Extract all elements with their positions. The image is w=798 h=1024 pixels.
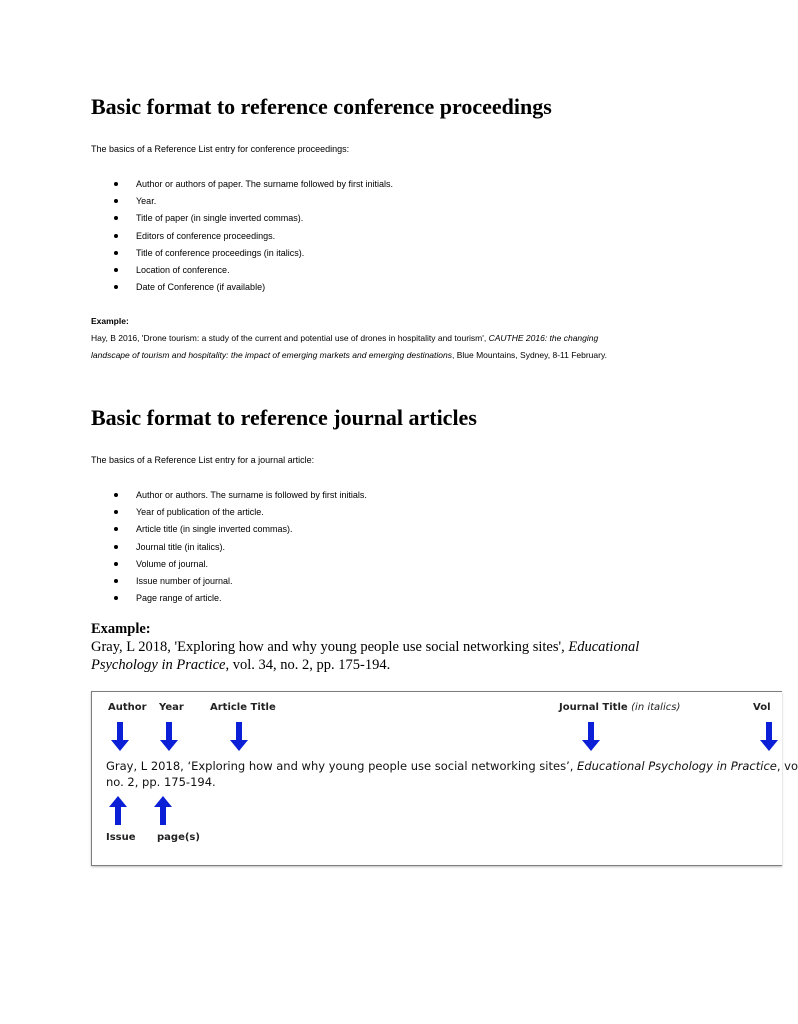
- citation-anatomy-diagram: [91, 691, 798, 866]
- example-journal-line2: Psychology in Practice, vol. 34, no. 2, pp. 175-194.: [91, 657, 391, 673]
- arrow-down-icon: [229, 722, 249, 752]
- bullet-icon: [114, 216, 118, 220]
- bullet-icon: [114, 234, 118, 238]
- arrow-up-icon: [153, 795, 173, 825]
- bullet-icon: [114, 493, 118, 497]
- example-conference-line1: Hay, B 2016, 'Drone tourism: a study of the current and potential use of drones in hospitality and tourism', CAUTHE 2016: the changing: [91, 333, 599, 343]
- label-issue: Issue: [106, 832, 136, 843]
- label-volume: Vol: [753, 702, 771, 713]
- label-article-title: Article Title: [210, 702, 276, 713]
- heading-conference-proceedings: Basic format to reference conference proceedings: [91, 94, 552, 119]
- bullet-icon: [114, 285, 118, 289]
- example-conference-line2: landscape of tourism and hospitality: the impact of emerging markets and emerging destinations, Blue Mountains, Sydney, 8-11 February.: [91, 350, 607, 360]
- bullet-icon: [114, 182, 118, 186]
- bullet-icon: [114, 579, 118, 583]
- citation-line2: no. 2, pp. 175-194.: [106, 775, 216, 789]
- arrow-up-icon: [108, 795, 128, 825]
- bullet-icon: [114, 596, 118, 600]
- label-year: Year: [159, 702, 184, 713]
- intro-conference: The basics of a Reference List entry for conference proceedings:: [91, 144, 350, 154]
- bullet-icon: [114, 562, 118, 566]
- example-label-journal: Example:: [91, 621, 151, 637]
- heading-journal-articles: Basic format to reference journal articles: [91, 405, 477, 430]
- intro-journal: The basics of a Reference List entry for a journal article:: [91, 455, 315, 465]
- arrow-down-icon: [110, 722, 130, 752]
- label-journal-title: Journal Title (in italics): [559, 702, 681, 713]
- bullet-icon: [114, 510, 118, 514]
- bullet-icon: [114, 527, 118, 531]
- arrow-down-icon: [581, 722, 601, 752]
- bullet-icon: [114, 545, 118, 549]
- arrow-down-icon: [759, 722, 779, 752]
- bullet-icon: [114, 199, 118, 203]
- example-journal-line1: Gray, L 2018, 'Exploring how and why young people use social networking sites', Educational: [91, 639, 640, 655]
- bullet-icon: [114, 268, 118, 272]
- label-author: Author: [108, 702, 147, 713]
- bullet-icon: [114, 251, 118, 255]
- citation-line1: Gray, L 2018, ‘Exploring how and why young people use social networking sites’, Educational Psychology in Practice, vo: [106, 759, 798, 773]
- example-label-conference: Example:: [91, 316, 129, 326]
- arrow-down-icon: [159, 722, 179, 752]
- label-pages: page(s): [157, 832, 200, 843]
